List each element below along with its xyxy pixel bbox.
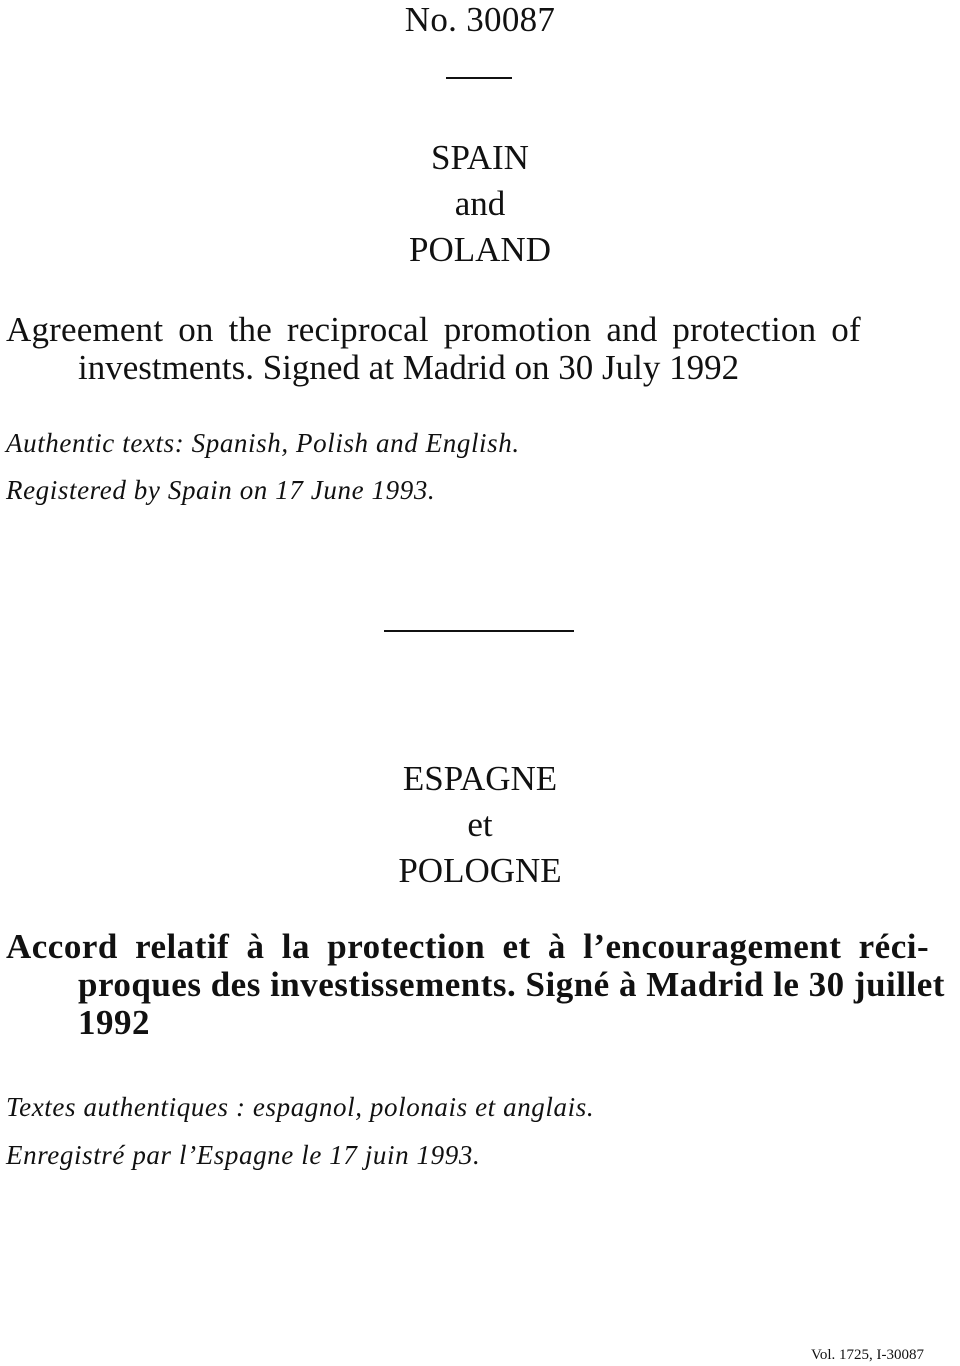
registration-english: Registered by Spain on 17 June 1993. [6, 475, 436, 505]
volume-reference: Vol. 1725, I-30087 [810, 1347, 924, 1363]
authentic-texts-english: Authentic texts: Spanish, Polish and English. [6, 428, 520, 458]
registration-french: Enregistré par l’Espagne le 17 juin 1993. [6, 1140, 481, 1170]
parties-french [0, 756, 960, 894]
title-french-line-1: Accord relatif à la protection et à l’encouragement réci- [6, 927, 930, 966]
title-english-line-1: Agreement on the reciprocal promotion and protection of [6, 310, 861, 349]
party-2-french: POLOGNE [398, 851, 562, 890]
party-1-english: SPAIN [431, 138, 529, 177]
separator-rule-long [384, 630, 574, 632]
party-2-english: POLAND [409, 230, 551, 269]
document-number: No. 30087 [404, 0, 556, 39]
authentic-texts-french: Textes authentiques : espagnol, polonais et anglais. [6, 1092, 595, 1122]
conjunction-english: and [454, 184, 506, 223]
conjunction-french: et [467, 805, 493, 844]
parties-english [0, 135, 960, 273]
party-1-french: ESPAGNE [402, 759, 558, 798]
agreement-title-english [6, 311, 956, 387]
title-english-line-2: investments. Signed at Madrid on 30 July 1992 [78, 348, 740, 387]
agreement-title-french [6, 928, 956, 1042]
separator-rule-short [446, 77, 512, 79]
title-french-line-3: 1992 [78, 1003, 150, 1042]
title-french-line-2: proques des investissements. Signé à Madrid le 30 juillet [78, 965, 945, 1004]
